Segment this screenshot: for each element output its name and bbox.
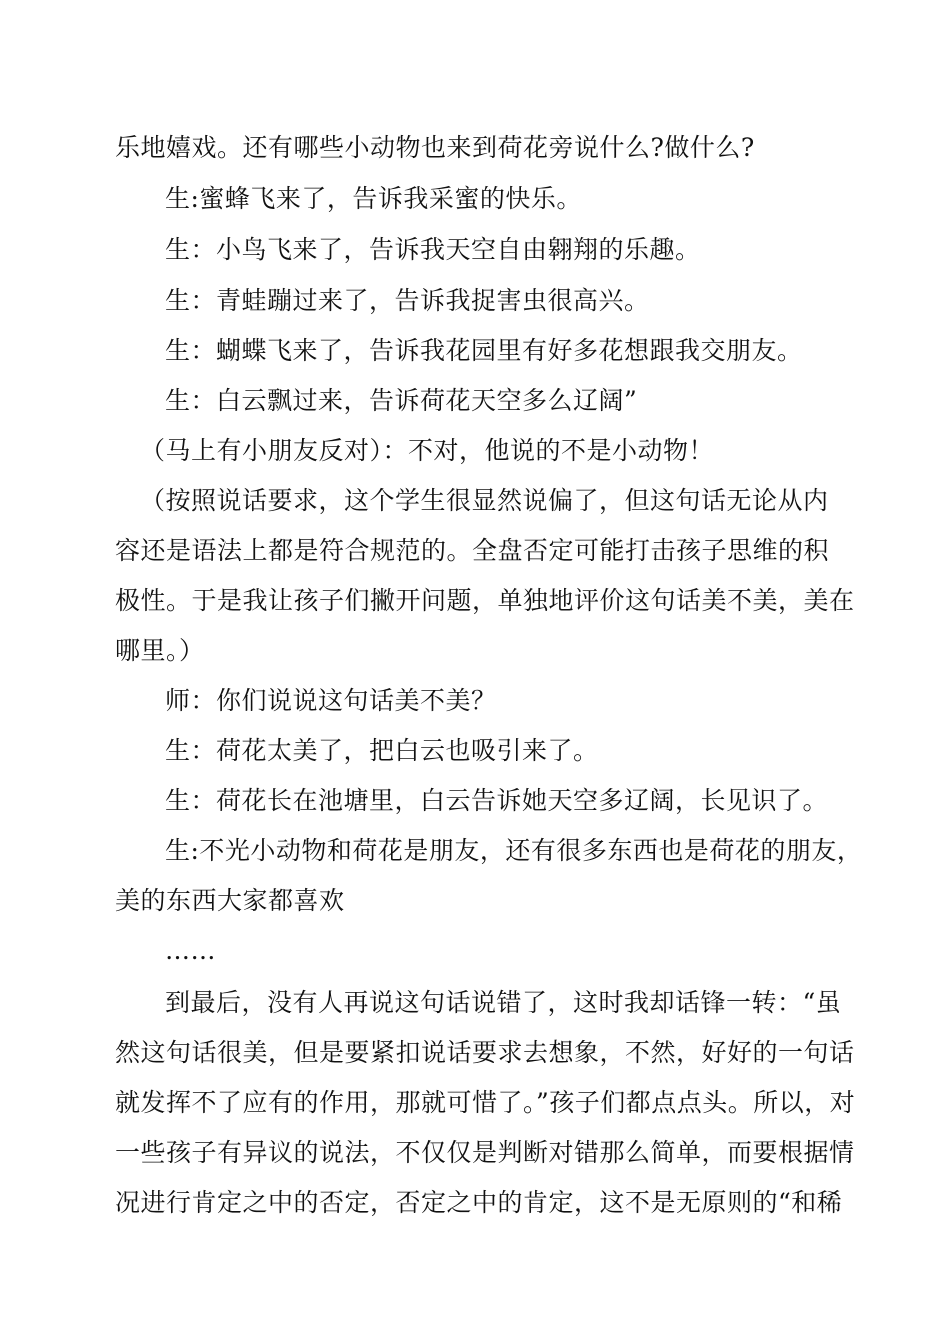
text-line: 师：你们说说这句话美不美？ <box>165 686 497 715</box>
text-line: 生：白云飘过来，告诉荷花天空多么辽阔” <box>165 386 638 415</box>
text-line: （马上有小朋友反对）：不对，他说的不是小动物！ <box>140 436 715 465</box>
text-line: 极性。于是我让孩子们撇开问题，单独地评价这句话美不美，美在 <box>115 586 855 615</box>
text-line: 生：青蛙蹦过来了，告诉我捉害虫很高兴。 <box>165 286 650 315</box>
text-line: 生：蝴蝶飞来了，告诉我花园里有好多花想跟我交朋友。 <box>165 336 803 365</box>
text-line: （按照说话要求，这个学生很显然说偏了，但这句话无论从内 <box>140 486 829 515</box>
text-line: 哪里。） <box>115 636 205 665</box>
text-line: 到最后，没有人再说这句话说错了，这时我却话锋一转：“虽 <box>165 988 842 1017</box>
text-line: 生:蜜蜂飞来了，告诉我采蜜的快乐。 <box>165 184 582 213</box>
text-line: 生：荷花太美了，把白云也吸引来了。 <box>165 736 599 765</box>
text-line: 就发挥不了应有的作用，那就可惜了。”孩子们都点点头。所以，对 <box>115 1088 856 1117</box>
text-line: 一些孩子有异议的说法，不仅仅是判断对错那么简单，而要根据情 <box>115 1138 855 1167</box>
text-line: 容还是语法上都是符合规范的。全盘否定可能打击孩子思维的积 <box>115 536 830 565</box>
text-line: 乐地嬉戏。还有哪些小动物也来到荷花旁说什么?做什么? <box>115 133 755 162</box>
text-line: 生：荷花长在池塘里，白云告诉她天空多辽阔，长见识了。 <box>165 786 829 815</box>
text-line: 生：小鸟飞来了，告诉我天空自由翱翔的乐趣。 <box>165 235 701 264</box>
text-line: 况进行肯定之中的否定，否定之中的肯定，这不是无原则的“和稀 <box>115 1188 843 1217</box>
text-line: 生:不光小动物和荷花是朋友，还有很多东西也是荷花的朋友， <box>165 836 863 865</box>
text-line: 美的东西大家都喜欢 <box>115 886 345 915</box>
ellipsis: …… <box>165 936 216 965</box>
text-line: 然这句话很美，但是要紧扣说话要求去想象，不然，好好的一句话 <box>115 1038 855 1067</box>
